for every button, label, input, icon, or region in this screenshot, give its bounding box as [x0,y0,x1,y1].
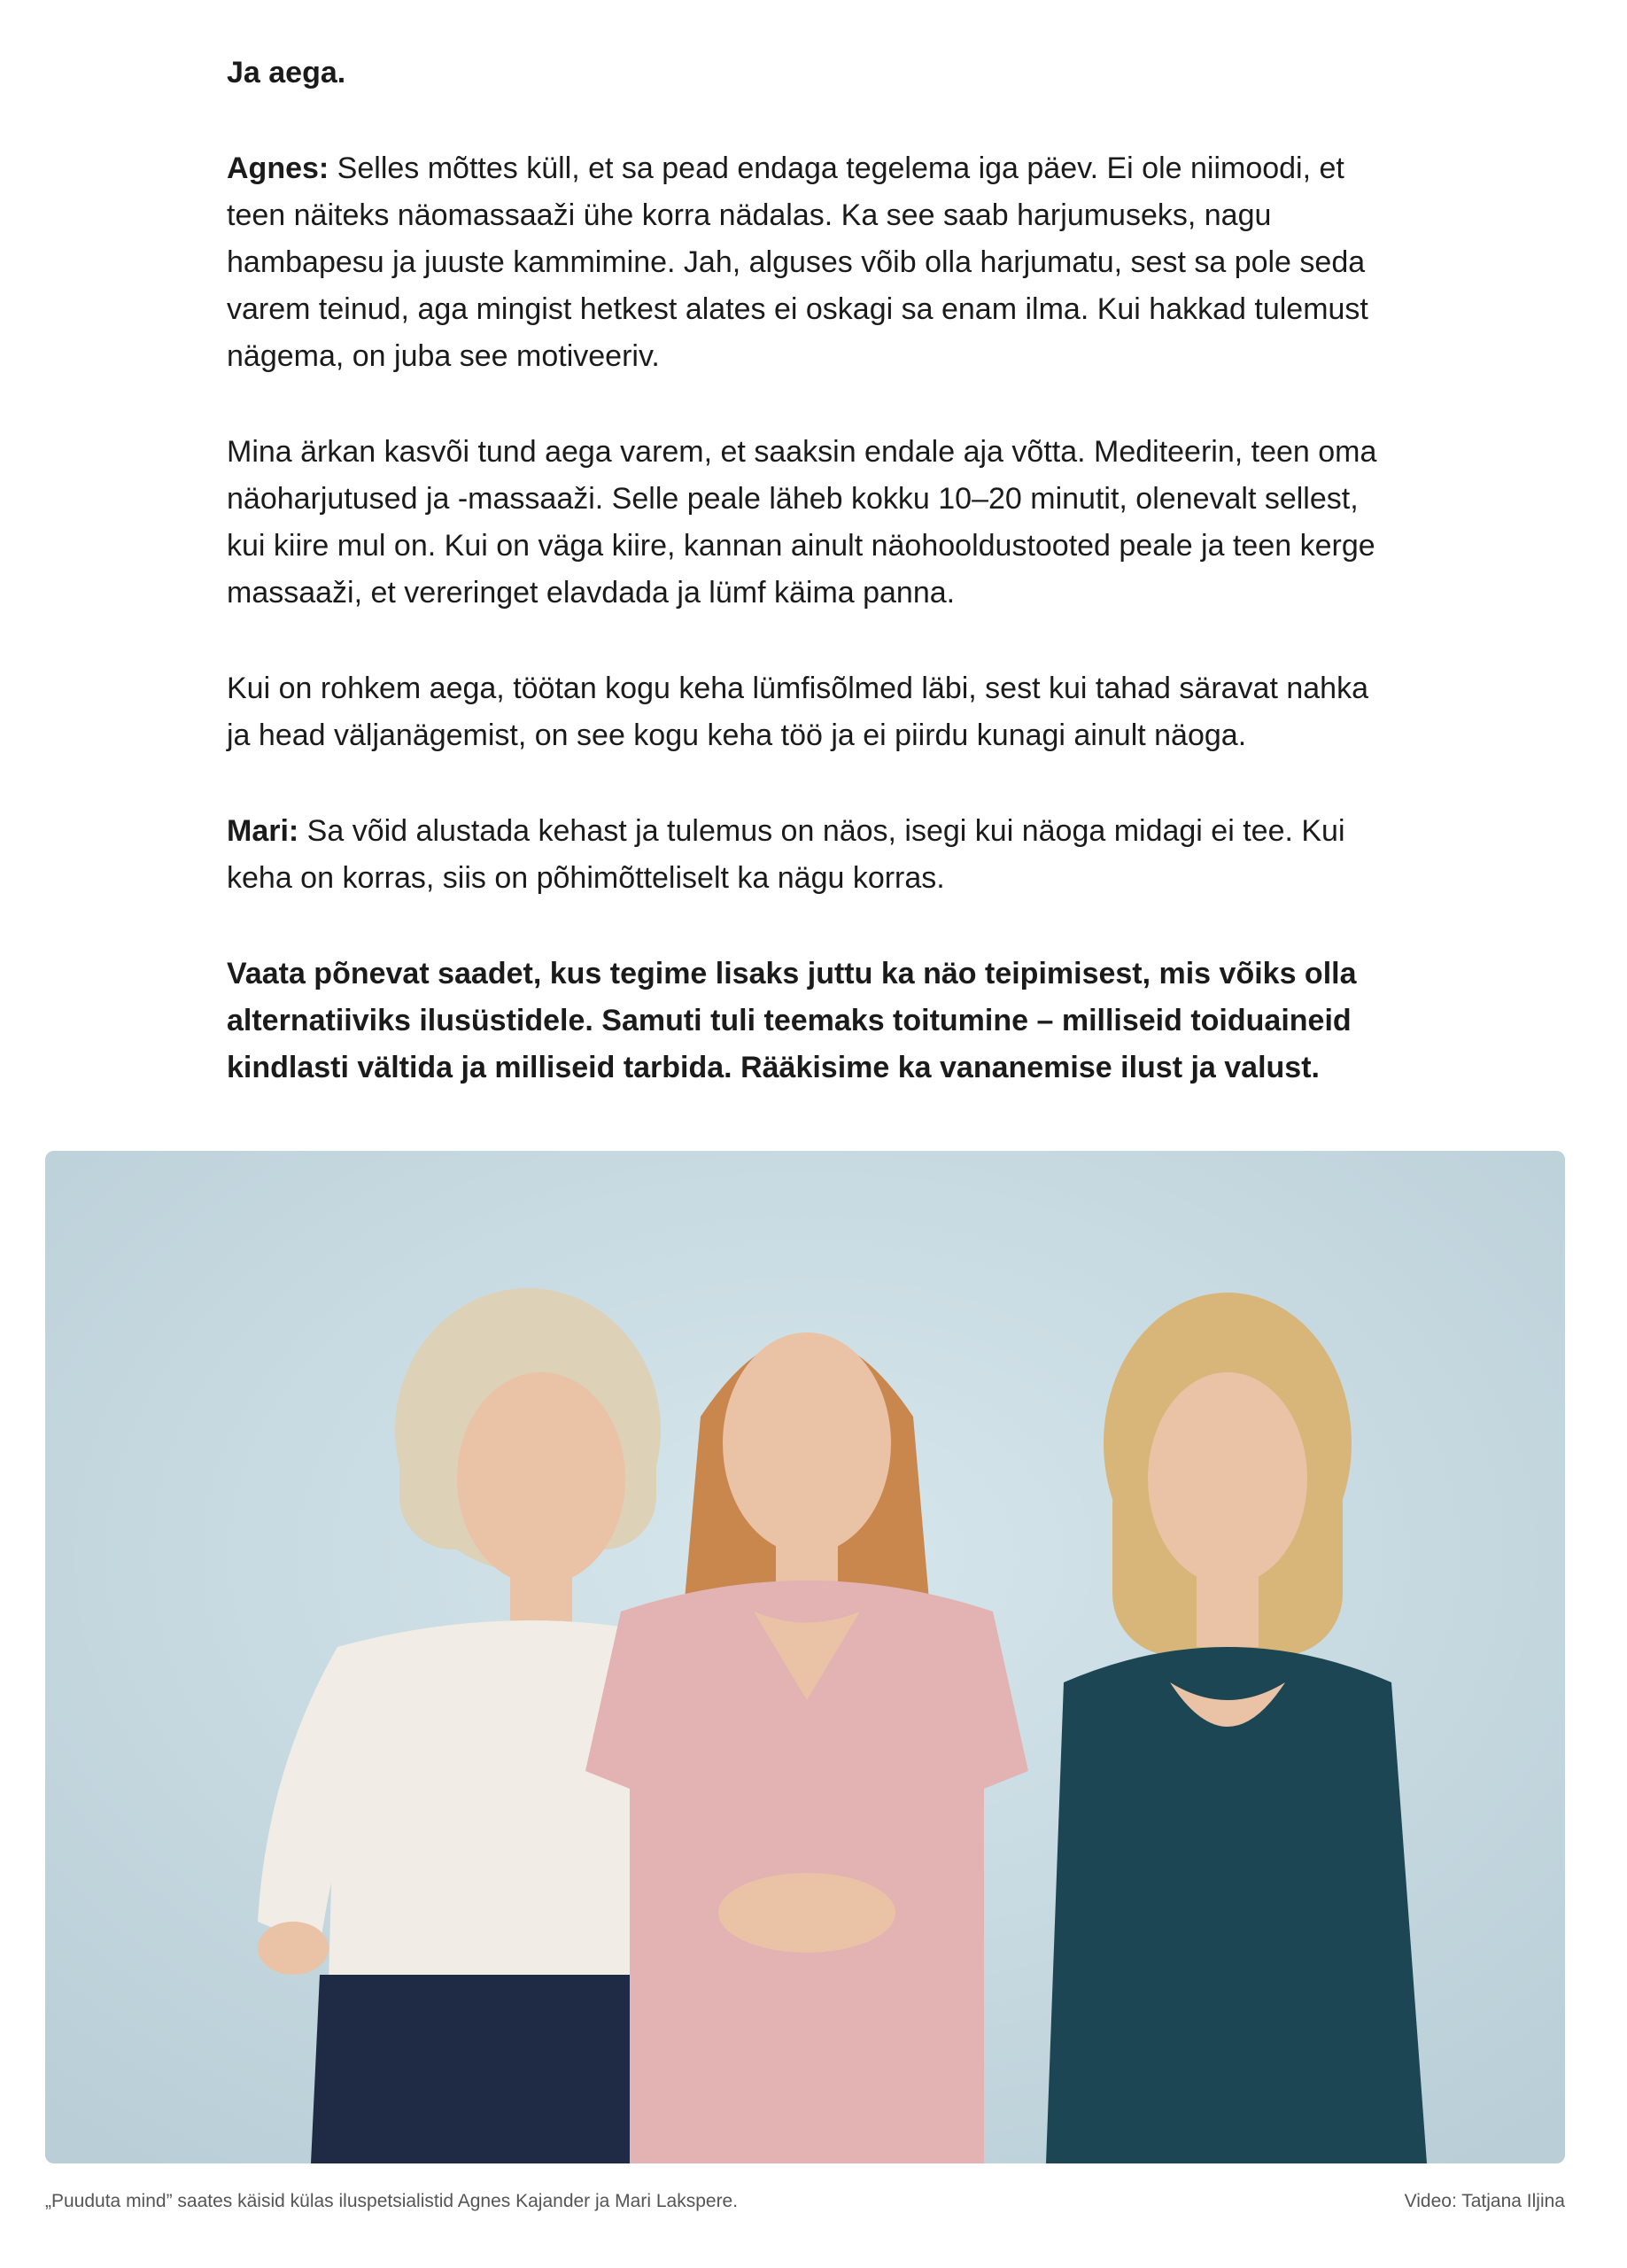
paragraph-text: Mina ärkan kasvõi tund aega varem, et saaksin endale aja võtta. Mediteerin, teen oma näoharjutused ja -massaaži. Selle peale läheb kokku 10–20 minutit, olenevalt sellest, kui kiire mul on. Kui on väga kiire, kannan ainult näohooldustooted peale ja teen kerge massaaži, et vereringet elavdada ja lümf käima panna. [227,435,1377,610]
article-paragraph [227,665,1396,759]
portrait-illustration [45,1151,1565,2163]
article-body [227,50,1396,1140]
paragraph-text: Kui on rohkem aega, töötan kogu keha lümfisõlmed läbi, sest kui tahad säravat nahka ja head väljanägemist, on see kogu keha töö ja ei piirdu kunagi ainult näoga. [227,672,1368,752]
article-paragraph [227,808,1396,902]
paragraph-text: Vaata põnevat saadet, kus tegime lisaks juttu ka näo teipimisest, mis võiks olla alternatiiviks ilusüstidele. Samuti tuli teemaks toitumine – milliseid toiduaineid kindlasti vältida ja milliseid tarbida. Rääkisime ka vananemise ilust ja valust. [227,957,1357,1084]
article-paragraph [227,145,1396,380]
speaker-label: Agnes: [227,151,329,185]
article-paragraph [227,951,1396,1091]
media-caption-row [45,2188,1565,2215]
media-caption: „Puuduta mind” saates käisid külas iluspetsialistid Agnes Kajander ja Mari Lakspere. [45,2191,739,2211]
paragraph-text: Sa võid alustada kehast ja tulemus on näos, isegi kui näoga midagi ei tee. Kui keha on korras, siis on põhimõtteliselt ka nägu korras. [227,814,1345,895]
article-paragraph [227,50,1396,97]
media-credit: Video: Tatjana Iljina [1404,2191,1565,2211]
video-thumbnail[interactable] [45,1151,1565,2163]
speaker-label: Mari: [227,814,299,848]
paragraph-text: Selles mõttes küll, et sa pead endaga tegelema iga päev. Ei ole niimoodi, et teen näiteks näomassaaži ühe korra nädalas. Ka see saab harjumuseks, nagu hambapesu ja juuste kammimine. Jah, alguses võib olla harjumatu, sest sa pole seda varem teinud, aga mingist hetkest alates ei oskagi sa enam ilma. Kui hakkad tulemust nägema, on juba see motiveeriv. [227,151,1368,373]
paragraph-text: Ja aega. [227,56,346,89]
article-paragraph [227,429,1396,617]
